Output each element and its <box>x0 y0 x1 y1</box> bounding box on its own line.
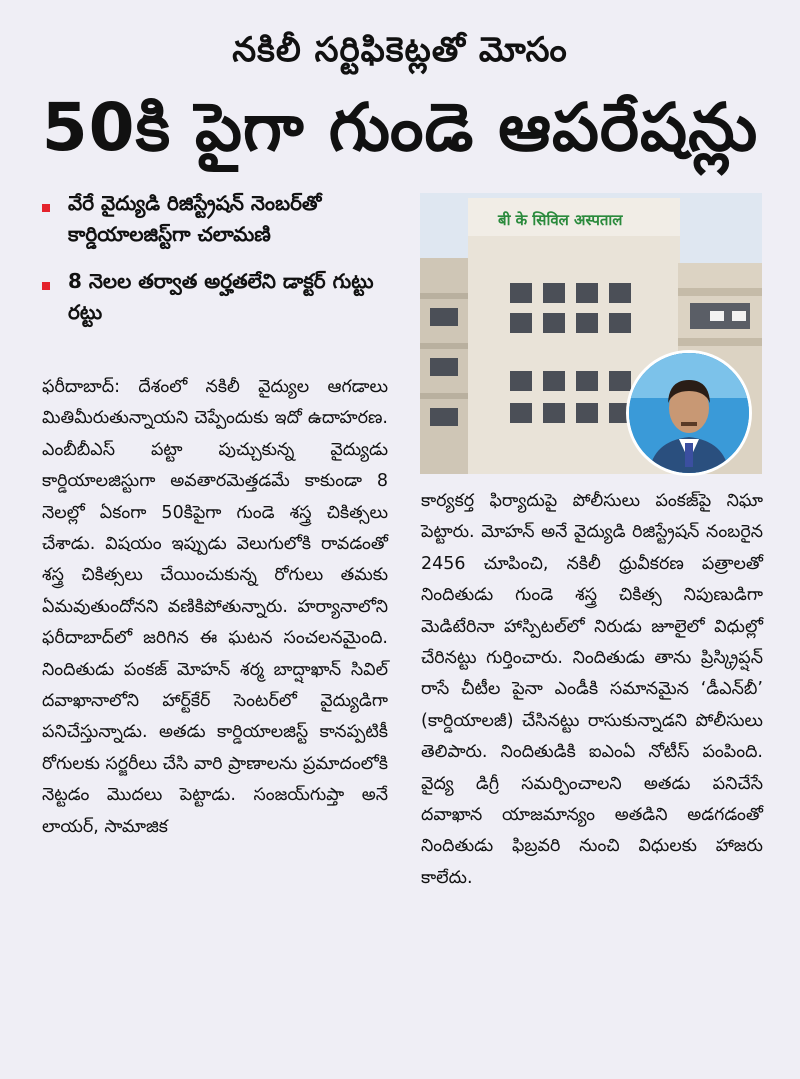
article-headline: 50కి పైగా గుండె ఆపరేషన్లు <box>41 89 759 166</box>
bullet-text: వేరే వైద్యుడి రిజిస్ట్రేషన్ నెంబర్‌తో కార్డియాలజిస్ట్‌గా చలామణి <box>68 191 322 246</box>
bullet-square-icon <box>42 282 50 290</box>
article-body-left-column: ఫరీదాబాద్: దేశంలో నకిలీ వైద్యుల ఆగడాలు మితిమీరుతున్నాయని చెప్పేందుకు ఇదో ఉదాహరణ. ఎంబీబీఎస్ పట్టా పుచ్చుకున్న వైద్యుడు కార్డియాలజిస్టుగా అవతారమెత్తడమే కాకుండా 8 నెలల్లో ఏకంగా 50కిపైగా గుండె శస్త్ర చికిత్సలు చేశాడు. విషయం ఇప్పుడు వెలుగులోకి రావడంతో శస్త్ర చికిత్సలు చేయించుకున్న రోగులు తమకు ఏమవుతుందోనని వణికిపోతున్నారు. హర్యానాలోని ఫరీదాబాద్‌లో జరిగిన ఈ ఘటన సంచలనమైంది. నిందితుడు పంకజ్ మోహన్ శర్మ బాద్షాఖాన్ సివిల్ దవాఖానాలోని హార్ట్‌కేర్ సెంటర్‌లో వైద్యుడిగా పనిచేస్తున్నాడు. అతడు కార్డియాలజిస్ట్ కానప్పటికీ రోగులకు సర్జరీలు చేసి వారి ప్రాణాలను ప్రమాదంలోకి నెట్టడం మొదలు పెట్టాడు. సంజయ్‌గుప్తా అనే లాయర్, సామాజిక <box>42 377 388 837</box>
summary-bullet <box>42 188 402 250</box>
summary-bullets <box>42 188 402 344</box>
hospital-sign: बी के सिविल अस्पताल <box>498 211 623 229</box>
article-kicker: నకిలీ సర్టిఫికెట్లతో మోసం <box>232 30 568 70</box>
bullet-square-icon <box>42 204 50 212</box>
summary-bullet <box>42 266 402 328</box>
accused-portrait <box>626 350 752 476</box>
bullet-text: 8 నెలల తర్వాత అర్హతలేని డాక్టర్ గుట్టు రట్టు <box>68 269 374 324</box>
article-body-right-column: కార్యకర్త ఫిర్యాదుపై పోలీసులు పంకజ్‌పై నిఘా పెట్టారు. మోహన్ అనే వైద్యుడి రిజిస్ట్రేషన్ నంబరైన 2456 చూపించి, నకిలీ ధ్రువీకరణ పత్రాలతో నిందితుడు గుండె శస్త్ర చికిత్స నిపుణుడిగా మెడిటేరినా హాస్పిటల్‌లో నిరుడు జూలైలో విధుల్లో చేరినట్టు గుర్తించారు. నిందితుడు తాను ప్రిస్క్రిప్షన్ రాసే చీటీల పైనా ఎండీకి సమానమైన ‘డీఎన్‌బీ’ (కార్డియాలజీ) చేసినట్టు రాసుకున్నాడని పోలీసులు తెలిపారు. నిందితుడికి ఐఎంఏ నోటీస్ పంపింది. వైద్య డిగ్రీ సమర్పించాలని అతడు పనిచేసే దవాఖాన యాజమాన్యం అతడిని అడగడంతో నిందితుడు ఫిబ్రవరి నుంచి విధులకు హాజరు కాలేదు. <box>421 491 763 888</box>
person-portrait-illustration <box>629 353 749 473</box>
